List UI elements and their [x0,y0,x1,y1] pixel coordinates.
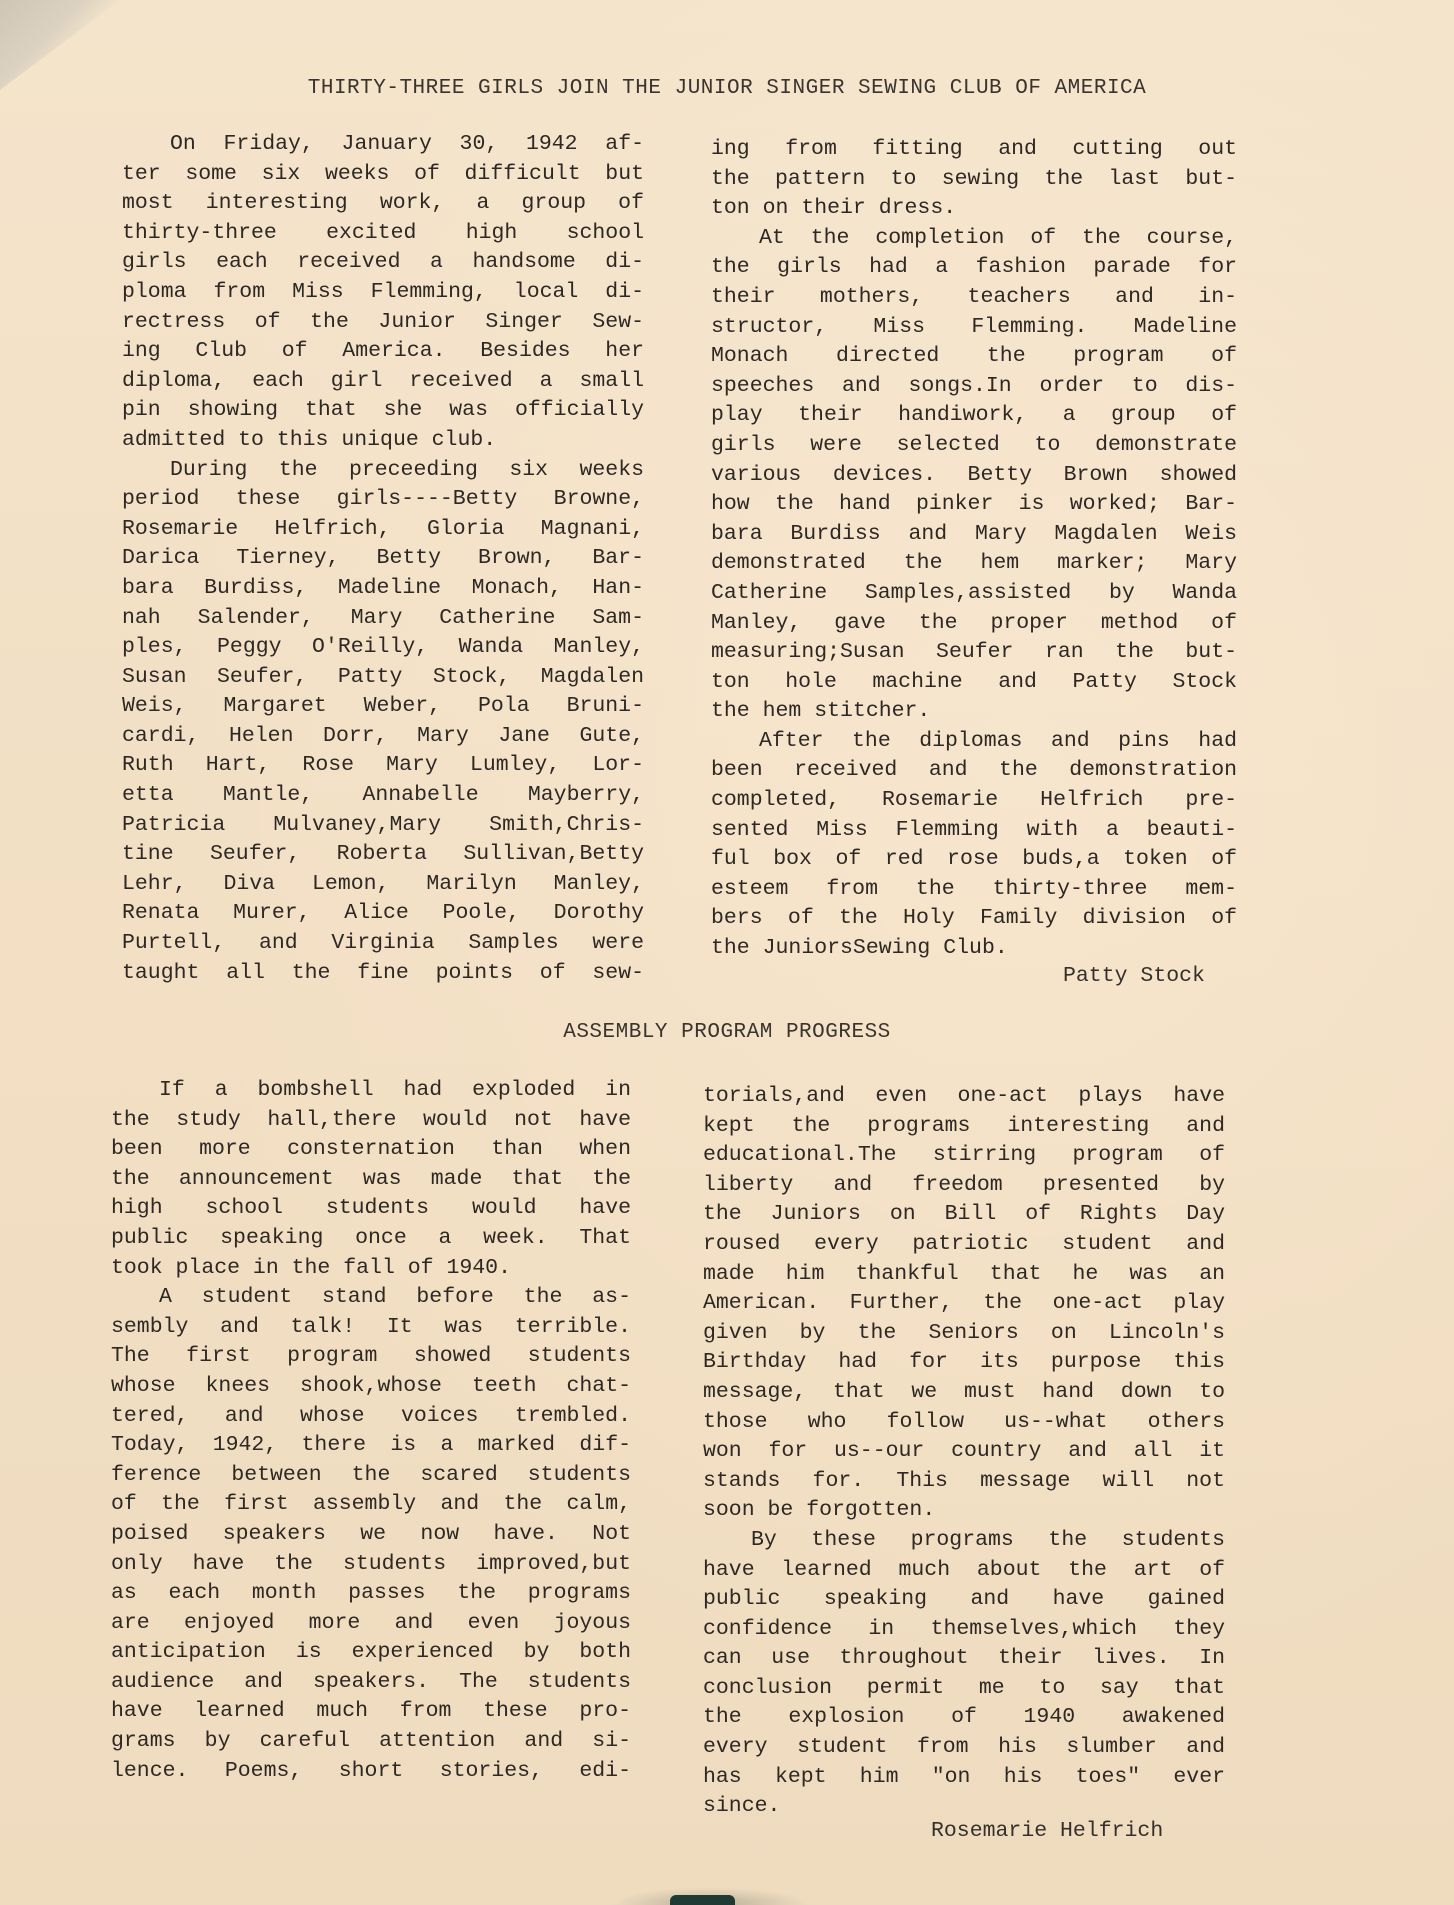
text-line: After the diplomas and pins had [759,728,1237,753]
text-line: can use throughout their lives. In [703,1646,1225,1671]
text-line: period these girls----Betty Browne, [122,487,644,512]
text-line: how the hand pinker is worked; Bar- [711,492,1237,517]
text-line: structor, Miss Flemming. Madeline [711,314,1237,339]
text-line: kept the programs interesting and [703,1113,1225,1138]
text-line: pin showing that she was officially [122,398,644,423]
text-line: conclusion permit me to say that [703,1675,1225,1700]
text-line: roused every patriotic student and [703,1231,1225,1256]
text-line: took place in the fall of 1940. [111,1255,511,1280]
text-line: have learned much about the art of [703,1557,1225,1582]
text-line: soon be forgotten. [703,1498,936,1523]
text-line: ference between the scared students [111,1462,631,1487]
text-line: The first program showed students [111,1344,631,1369]
text-line: been received and the demonstration [711,758,1237,783]
text-line: girls each received a handsome di- [122,250,644,275]
text-line: have learned much from these pro- [111,1699,631,1724]
text-line: demonstrated the hem marker; Mary [711,551,1237,576]
text-line: public speaking and have gained [703,1587,1225,1612]
article2-headline: ASSEMBLY PROGRAM PROGRESS [563,1021,891,1044]
text-line: has kept him "on his toes" ever [703,1764,1225,1789]
text-line: the announcement was made that the [111,1166,631,1191]
article2-left-column [111,1076,631,1786]
text-line: completed, Rosemarie Helfrich pre- [711,788,1237,813]
text-line: the study hall,there would not have [111,1107,631,1132]
text-line: public speaking once a week. That [111,1225,631,1250]
text-line: the Juniors on Bill of Rights Day [703,1202,1225,1227]
text-line: only have the students improved,but [111,1551,631,1576]
text-line: Manley, gave the proper method of [711,610,1237,635]
text-line: taught all the fine points of sew- [122,960,644,985]
text-line: stands for. This message will not [703,1468,1225,1493]
text-line: whose knees shook,whose teeth chat- [111,1373,631,1398]
text-line: Today, 1942, there is a marked dif- [111,1433,631,1458]
text-line: At the completion of the course, [759,225,1237,250]
text-line: play their handiwork, a group of [711,403,1237,428]
article1-left-column [122,130,644,988]
text-line: rectress of the Junior Singer Sew- [122,309,644,334]
text-line: confidence in themselves,which they [703,1616,1225,1641]
text-line: educational.The stirring program of [703,1143,1225,1168]
article1-headline: THIRTY-THREE GIRLS JOIN THE JUNIOR SINGER SEWING CLUB OF AMERICA [307,77,1147,100]
text-line: grams by careful attention and si- [111,1729,631,1754]
text-line: bers of the Holy Family division of [711,906,1237,931]
text-line: By these programs the students [751,1527,1225,1552]
text-line: ter some six weeks of difficult but [122,161,644,186]
text-line: made him thankful that he was an [703,1261,1225,1286]
text-line: ples, Peggy O'Reilly, Wanda Manley, [122,635,644,660]
text-line: sembly and talk! It was terrible. [111,1314,631,1339]
text-line: Renata Murer, Alice Poole, Dorothy [122,901,644,926]
text-line: every student from his slumber and [703,1735,1225,1760]
text-line: Monach directed the program of [711,344,1237,369]
text-line: tered, and whose voices trembled. [111,1403,631,1428]
text-line: ton on their dress. [711,196,957,221]
text-line: since. [703,1794,781,1819]
text-line: high school students would have [111,1196,631,1221]
text-line: anticipation is experienced by both [111,1640,631,1665]
text-line: liberty and freedom presented by [703,1172,1225,1197]
text-line: Rosemarie Helfrich, Gloria Magnani, [122,516,644,541]
article2-author-signature: Rosemarie Helfrich [931,1819,1164,1843]
text-line: of the first assembly and the calm, [111,1492,631,1517]
text-line: measuring;Susan Seufer ran the but- [711,640,1237,665]
text-line: thirty-three excited high school [122,220,644,245]
text-line: American. Further, the one-act play [703,1291,1225,1316]
binder-clip [670,1895,735,1905]
text-line: Weis, Margaret Weber, Pola Bruni- [122,694,644,719]
text-line: Birthday had for its purpose this [703,1350,1225,1375]
text-line: Catherine Samples,assisted by Wanda [711,580,1237,605]
text-line: the girls had a fashion parade for [711,255,1237,280]
text-line: poised speakers we now have. Not [111,1521,631,1546]
text-line: the JuniorsSewing Club. [711,936,1008,961]
text-line: Ruth Hart, Rose Mary Lumley, Lor- [122,753,644,778]
text-line: been more consternation than when [111,1137,631,1162]
text-line: girls were selected to demonstrate [711,432,1237,457]
text-line: ing Club of America. Besides her [122,339,644,364]
text-line: diploma, each girl received a small [122,368,644,393]
text-line: Darica Tierney, Betty Brown, Bar- [122,546,644,571]
text-line: bara Burdiss and Mary Magdalen Weis [711,521,1237,546]
text-line: ploma from Miss Flemming, local di- [122,279,644,304]
text-line: Patricia Mulvaney,Mary Smith,Chris- [122,812,644,837]
text-line: Susan Seufer, Patty Stock, Magdalen [122,664,644,689]
text-line: etta Mantle, Annabelle Mayberry, [122,783,644,808]
article1-author-signature: Patty Stock [1063,964,1205,988]
text-line: admitted to this unique club. [122,427,497,452]
text-line: Lehr, Diva Lemon, Marilyn Manley, [122,871,644,896]
text-line: sented Miss Flemming with a beauti- [711,817,1237,842]
text-line: ful box of red rose buds,a token of [711,847,1237,872]
text-line: their mothers, teachers and in- [711,284,1237,309]
text-line: bara Burdiss, Madeline Monach, Han- [122,575,644,600]
text-line: various devices. Betty Brown showed [711,462,1237,487]
text-line: On Friday, January 30, 1942 af- [170,132,644,156]
text-line: are enjoyed more and even joyous [111,1610,631,1635]
text-line: won for us--our country and all it [703,1439,1225,1464]
text-line: A student stand before the as- [159,1285,631,1310]
text-line: ton hole machine and Patty Stock [711,669,1237,694]
text-line: audience and speakers. The students [111,1669,631,1694]
text-line: as each month passes the programs [111,1581,631,1606]
text-line: torials,and even one-act plays have [703,1084,1225,1108]
text-line: esteem from the thirty-three mem- [711,876,1237,901]
text-line: During the preceeding six weeks [170,457,644,482]
text-line: those who follow us--what others [703,1409,1225,1434]
text-line: tine Seufer, Roberta Sullivan,Betty [122,842,644,867]
text-line: most interesting work, a group of [122,191,644,216]
text-line: lence. Poems, short stories, edi- [111,1758,631,1783]
text-line: given by the Seniors on Lincoln's [703,1320,1225,1345]
article2-right-column [703,1082,1225,1822]
text-line: ing from fitting and cutting out [711,137,1237,161]
text-line: the hem stitcher. [711,699,931,724]
text-line: Purtell, and Virginia Samples were [122,931,644,956]
text-line: the pattern to sewing the last but- [711,166,1237,191]
text-line: speeches and songs.In order to dis- [711,373,1237,398]
text-line: nah Salender, Mary Catherine Sam- [122,605,644,630]
text-line: message, that we must hand down to [703,1379,1225,1404]
text-line: the explosion of 1940 awakened [703,1705,1225,1730]
article1-right-column [711,135,1237,964]
text-line: cardi, Helen Dorr, Mary Jane Gute, [122,723,644,748]
text-line: If a bombshell had exploded in [159,1078,631,1102]
